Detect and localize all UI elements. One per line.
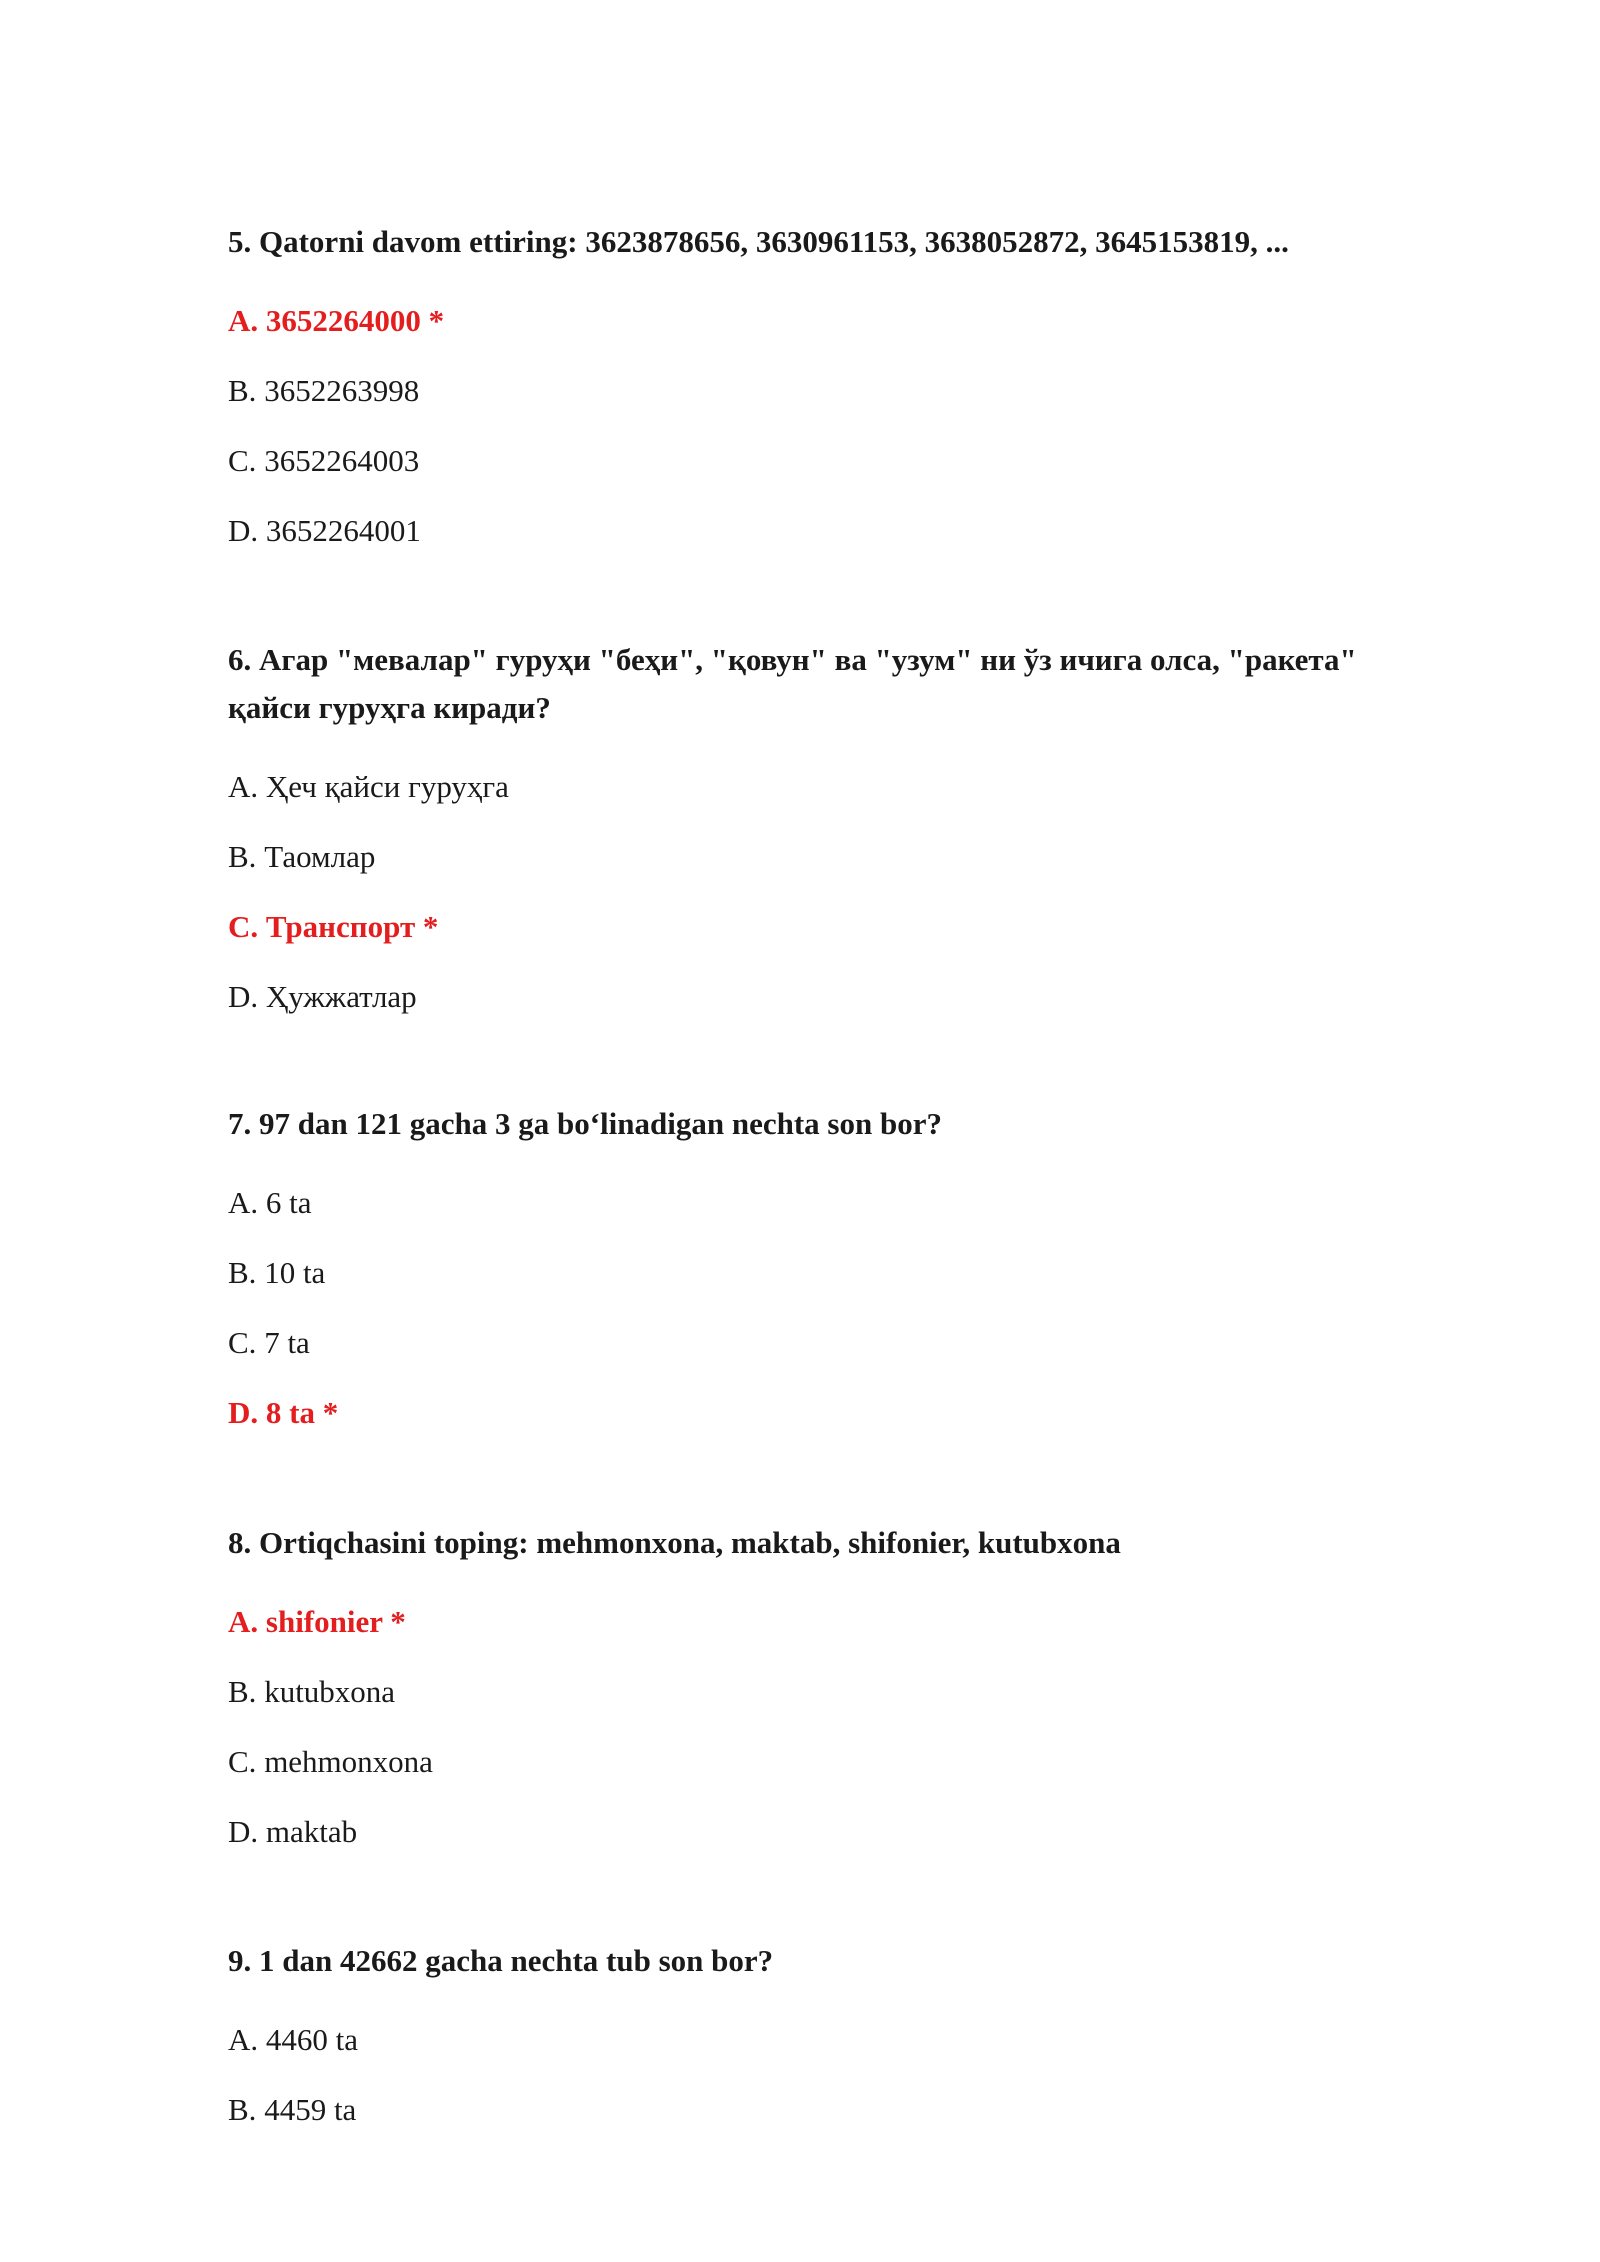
option-text: 4459 ta bbox=[264, 2092, 357, 2127]
answer-options bbox=[228, 1168, 1428, 1448]
option-text: 3652264003 bbox=[264, 443, 420, 478]
option-letter: B. bbox=[228, 373, 257, 408]
option-letter: A. bbox=[228, 1604, 259, 1639]
answer-option-b bbox=[228, 1657, 1428, 1727]
question-number: 5. bbox=[228, 224, 252, 259]
question-body: Ortiqchasini toping: mehmonxona, maktab, shifonier, kutubxona bbox=[259, 1525, 1121, 1560]
correct-mark: * bbox=[322, 1395, 339, 1430]
option-text: 8 ta bbox=[265, 1395, 315, 1430]
answer-option-a bbox=[228, 1168, 1428, 1238]
option-letter: C. bbox=[228, 1325, 257, 1360]
option-letter: D. bbox=[228, 1814, 259, 1849]
answer-option-a bbox=[228, 752, 1428, 822]
correct-mark: * bbox=[390, 1604, 406, 1639]
option-text: shifonier bbox=[265, 1604, 383, 1639]
answer-option-a bbox=[228, 1587, 1428, 1657]
question-9 bbox=[228, 1937, 1428, 2145]
answer-option-b bbox=[228, 356, 1428, 426]
question-6 bbox=[228, 636, 1428, 1032]
option-text: 7 ta bbox=[264, 1325, 310, 1360]
question-text bbox=[228, 218, 1428, 266]
question-number: 8. bbox=[228, 1525, 252, 1560]
question-body: Qatorni davom ettiring: 3623878656, 3630961153, 3638052872, 3645153819, ... bbox=[259, 224, 1289, 259]
answer-option-d bbox=[228, 496, 1428, 566]
option-letter: B. bbox=[228, 1255, 257, 1290]
question-number: 7. bbox=[228, 1106, 252, 1141]
option-letter: B. bbox=[228, 2092, 257, 2127]
correct-mark: * bbox=[428, 303, 445, 338]
option-text: 4460 ta bbox=[265, 2022, 359, 2057]
answer-option-b bbox=[228, 2075, 1428, 2145]
option-letter: C. bbox=[228, 443, 257, 478]
answer-options bbox=[228, 2005, 1428, 2145]
correct-mark: * bbox=[422, 909, 439, 944]
option-text: Ҳужжатлар bbox=[265, 979, 417, 1014]
question-body: 1 dan 42662 gacha nechta tub son bor? bbox=[259, 1943, 774, 1978]
question-text bbox=[228, 1100, 1428, 1148]
answer-option-d bbox=[228, 962, 1428, 1032]
answer-option-b bbox=[228, 822, 1428, 892]
question-text bbox=[228, 636, 1428, 732]
option-letter: A. bbox=[228, 303, 259, 338]
question-7 bbox=[228, 1100, 1428, 1448]
question-body: Агар "мевалар" гуруҳи "беҳи", "қовун" ва "узум" ни ўз ичига олса, "ракета" қайси гуруҳга киради? bbox=[228, 642, 1357, 725]
answer-option-c bbox=[228, 426, 1428, 496]
option-letter: D. bbox=[228, 513, 259, 548]
answer-options bbox=[228, 1587, 1428, 1867]
option-letter: A. bbox=[228, 2022, 259, 2057]
question-text bbox=[228, 1519, 1428, 1567]
answer-option-a bbox=[228, 286, 1428, 356]
answer-option-c bbox=[228, 892, 1428, 962]
option-letter: B. bbox=[228, 839, 257, 874]
option-letter: C. bbox=[228, 1744, 257, 1779]
question-number: 9. bbox=[228, 1943, 252, 1978]
option-letter: B. bbox=[228, 1674, 257, 1709]
answer-option-d bbox=[228, 1797, 1428, 1867]
option-text: kutubxona bbox=[264, 1674, 396, 1709]
option-letter: C. bbox=[228, 909, 259, 944]
answer-options bbox=[228, 286, 1428, 566]
option-text: Транспорт bbox=[265, 909, 416, 944]
question-5 bbox=[228, 218, 1428, 566]
option-text: Таомлар bbox=[264, 839, 376, 874]
option-text: 10 ta bbox=[264, 1255, 326, 1290]
answer-options bbox=[228, 752, 1428, 1032]
answer-option-c bbox=[228, 1727, 1428, 1797]
question-8 bbox=[228, 1519, 1428, 1867]
option-text: 3652264000 bbox=[265, 303, 421, 338]
answer-option-c bbox=[228, 1308, 1428, 1378]
question-text bbox=[228, 1937, 1428, 1985]
option-letter: D. bbox=[228, 979, 259, 1014]
option-letter: D. bbox=[228, 1395, 259, 1430]
question-body: 97 dan 121 gacha 3 ga bo‘linadigan nechta son bor? bbox=[259, 1106, 942, 1141]
answer-option-b bbox=[228, 1238, 1428, 1308]
option-text: Ҳеч қайси гуруҳга bbox=[265, 769, 509, 804]
option-text: 3652263998 bbox=[264, 373, 420, 408]
answer-option-d bbox=[228, 1378, 1428, 1448]
answer-option-a bbox=[228, 2005, 1428, 2075]
option-text: 3652264001 bbox=[265, 513, 421, 548]
option-text: mehmonxona bbox=[264, 1744, 433, 1779]
option-letter: A. bbox=[228, 1185, 259, 1220]
option-text: maktab bbox=[265, 1814, 358, 1849]
option-text: 6 ta bbox=[265, 1185, 312, 1220]
option-letter: A. bbox=[228, 769, 259, 804]
question-number: 6. bbox=[228, 642, 252, 677]
